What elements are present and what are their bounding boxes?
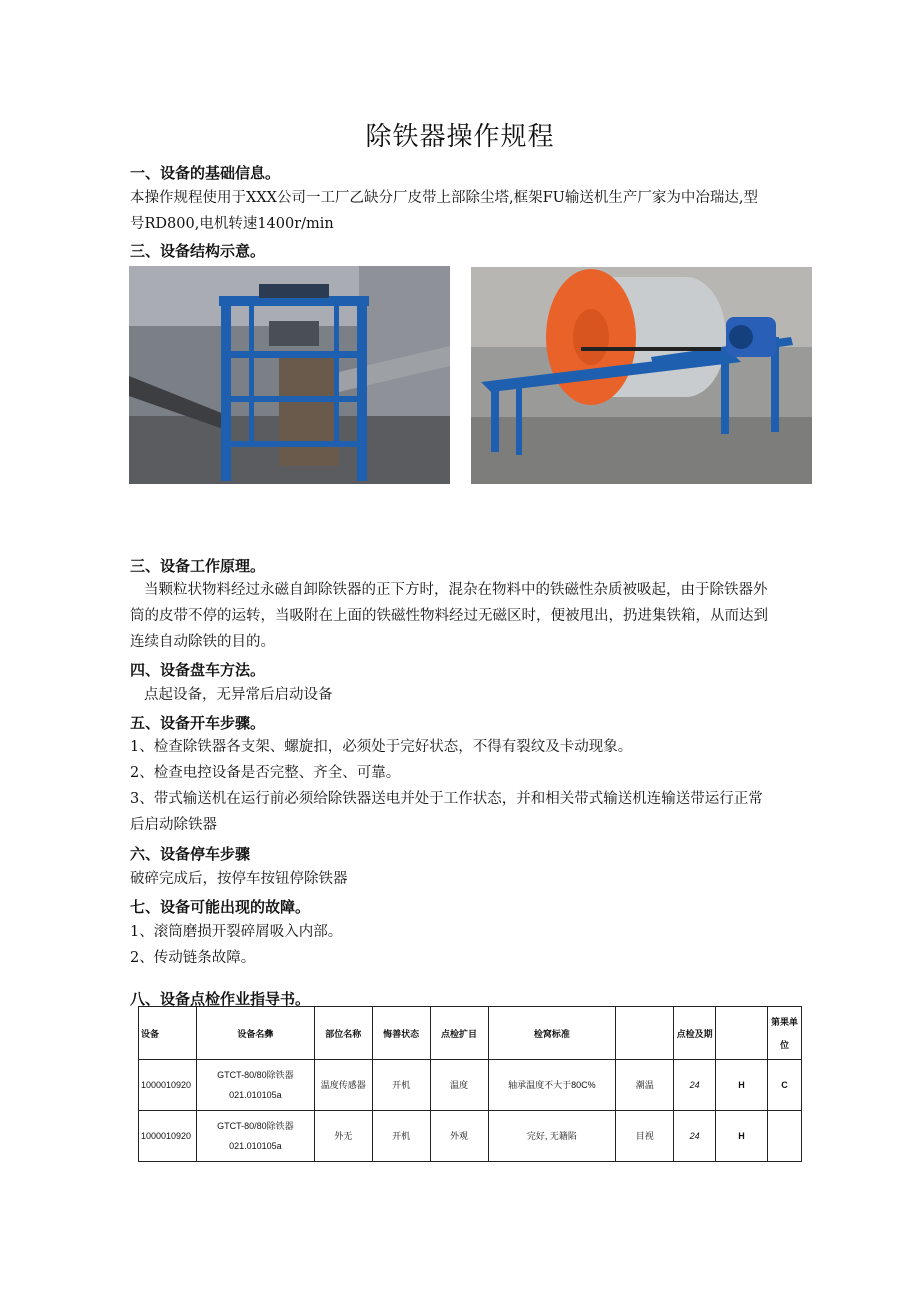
section-3-line-3: 连续自动除铁的目的。 bbox=[130, 634, 275, 650]
cell-name bbox=[196, 1111, 314, 1162]
cell-method: 潮温 bbox=[616, 1060, 674, 1111]
header-method bbox=[616, 1007, 674, 1060]
cell-part: 外无 bbox=[314, 1111, 372, 1162]
header-state: 悔善状态 bbox=[372, 1007, 430, 1060]
table-header-row bbox=[139, 1007, 802, 1060]
cell-period: 24 bbox=[674, 1111, 716, 1162]
cell-name-line-2: 021.010105a bbox=[229, 1090, 282, 1100]
header-equipment-name: 设备名彝 bbox=[196, 1007, 314, 1060]
cell-standard: 轴承温度不大于80C% bbox=[488, 1060, 616, 1111]
section-8-heading: 八、设备点检作业指导书。 bbox=[130, 990, 311, 1008]
section-4-line-1: 点起设备，无异常后启动设备 bbox=[144, 687, 333, 703]
section-7-item-2: 2、传动链条故障。 bbox=[130, 950, 256, 966]
section-1-body bbox=[130, 185, 810, 237]
header-result-line-1: 第果单 bbox=[770, 1017, 798, 1027]
cell-standard: 完好, 无籍陷 bbox=[488, 1111, 616, 1162]
cell-result bbox=[767, 1111, 801, 1162]
section-1-line-2: 号RD800,电机转速1400r/min bbox=[130, 216, 334, 232]
section-5-item-2: 2、检查电控设备是否完整、齐全、可靠。 bbox=[130, 765, 401, 781]
section-3-heading: 三、设备工作原理。 bbox=[130, 557, 266, 575]
section-7-item-1: 1、滚筒磨损开裂碎屑吸入内部。 bbox=[130, 924, 343, 940]
cell-item: 外观 bbox=[430, 1111, 488, 1162]
section-3-line-2: 筒的皮带不停的运转，当吸附在上面的铁磁性物料经过无磁区时，便被甩出，扔进集铁箱，从而达到 bbox=[130, 608, 768, 624]
cell-item: 温度 bbox=[430, 1060, 488, 1111]
cell-name-line-1: GTCT-80/80除铁器 bbox=[217, 1121, 294, 1131]
cell-method: 目视 bbox=[616, 1111, 674, 1162]
cell-state: 开机 bbox=[372, 1060, 430, 1111]
cell-name-line-1: GTCT-80/80除铁器 bbox=[217, 1070, 294, 1080]
section-3-body bbox=[130, 577, 810, 655]
table-row bbox=[139, 1111, 802, 1162]
cell-unit: H bbox=[716, 1060, 768, 1111]
section-5-item-1: 1、检查除铁器各支架、螺旋扣，必须处于完好状态，不得有裂纹及卡动现象。 bbox=[130, 739, 633, 755]
header-equipment: 设备 bbox=[139, 1007, 197, 1060]
header-period: 点检及期 bbox=[674, 1007, 716, 1060]
header-result-unit bbox=[767, 1007, 801, 1060]
cell-part: 温度传感器 bbox=[314, 1060, 372, 1111]
section-5-heading: 五、设备开车步骤。 bbox=[130, 714, 266, 732]
cell-result: C bbox=[767, 1060, 801, 1111]
section-7-body bbox=[130, 919, 810, 971]
header-check-item: 点检扩目 bbox=[430, 1007, 488, 1060]
section-3-line-1: 当颗粒状物料经过永磁自卸除铁器的正下方时，混杂在物料中的铁磁性杂质被吸起，由于除铁器外 bbox=[144, 582, 768, 598]
section-5-item-3b: 后启动除铁器 bbox=[130, 817, 217, 833]
header-result-line-2: 位 bbox=[779, 1040, 789, 1050]
section-1-heading: 一、设备的基础信息。 bbox=[130, 164, 281, 182]
document-title: 除铁器操作规程 bbox=[365, 122, 555, 152]
section-5-body bbox=[130, 734, 810, 838]
section-2-heading: 三、设备结构示意。 bbox=[130, 242, 266, 260]
header-part-name: 部位名称 bbox=[314, 1007, 372, 1060]
section-1-line-1: 本操作规程使用于XXX公司一工厂乙缺分厂皮带上部除尘塔,框架FU输送机生产厂家为中冶瑞达,型 bbox=[130, 190, 758, 206]
cell-period: 24 bbox=[674, 1060, 716, 1111]
section-5-item-3a: 3、带式输送机在运行前必须给除铁器送电并处于工作状态，并和相关带式输送机连输送带运行正常 bbox=[130, 791, 763, 807]
section-7-heading: 七、设备可能出现的故障。 bbox=[130, 898, 311, 916]
cell-code: 1000010920 bbox=[139, 1111, 197, 1162]
header-standard: 检窝标准 bbox=[488, 1007, 616, 1060]
section-6-line-1: 破碎完成后，按停车按钮停除铁器 bbox=[130, 871, 348, 887]
magnetic-drum-photo bbox=[471, 267, 812, 484]
table-row bbox=[139, 1060, 802, 1111]
section-4-heading: 四、设备盘车方法。 bbox=[130, 661, 266, 679]
cell-state: 开机 bbox=[372, 1111, 430, 1162]
installed-separator-photo bbox=[129, 266, 450, 484]
cell-name bbox=[196, 1060, 314, 1111]
header-unit bbox=[716, 1007, 768, 1060]
cell-code: 1000010920 bbox=[139, 1060, 197, 1111]
cell-unit: H bbox=[716, 1111, 768, 1162]
section-6-heading: 六、设备停车步骤 bbox=[130, 845, 251, 863]
inspection-table bbox=[138, 1006, 802, 1162]
cell-name-line-2: 021.010105a bbox=[229, 1141, 282, 1151]
